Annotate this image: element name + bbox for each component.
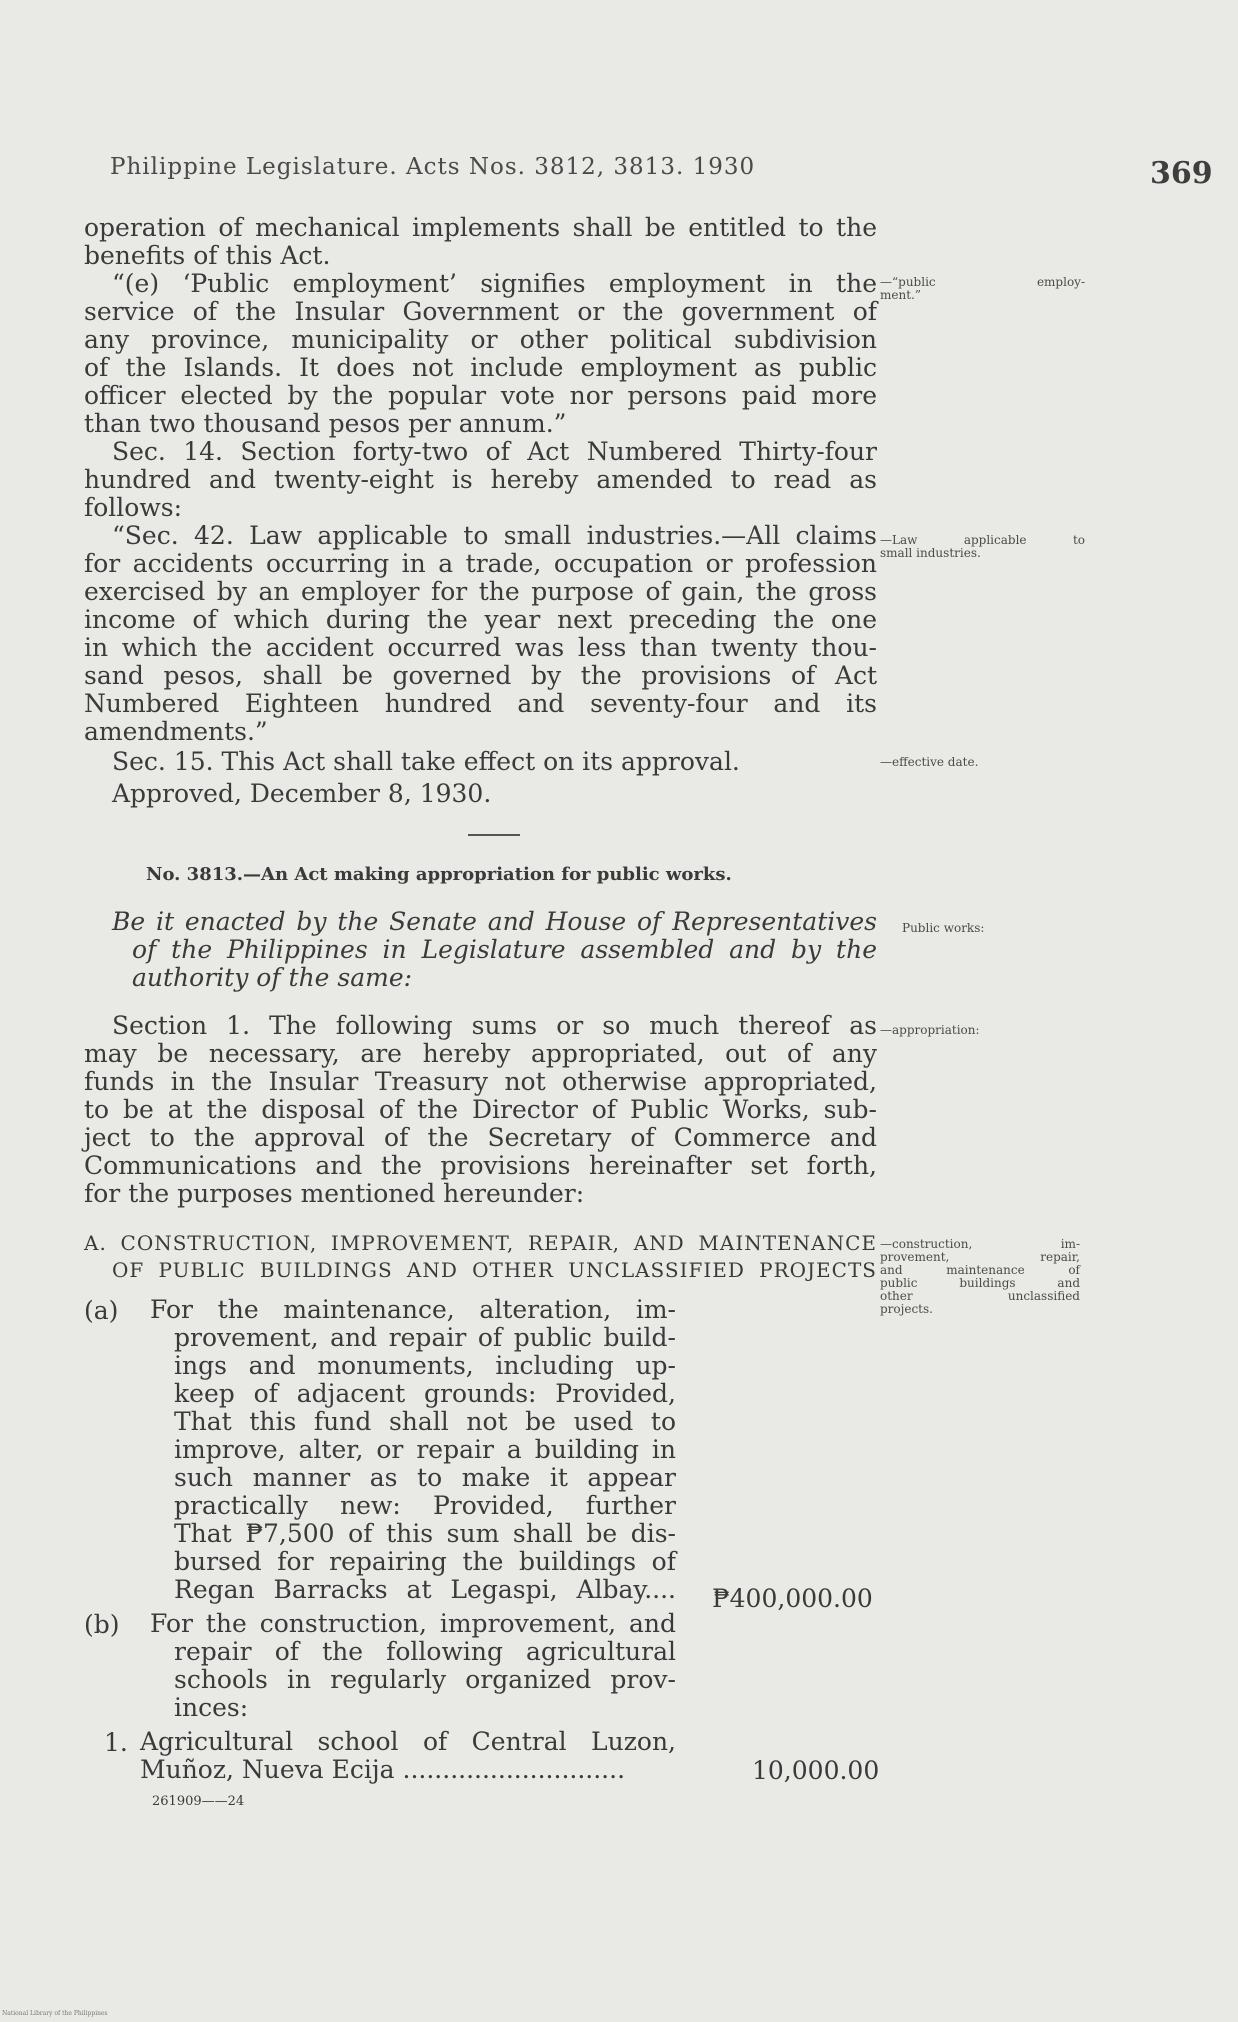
act-title: No. 3813.—An Act making appropriation for public works. <box>146 864 732 885</box>
item-1-amount: 10,000.00 <box>752 1756 880 1785</box>
section-divider <box>468 834 520 836</box>
running-header: Philippine Legislature. Acts Nos. 3812, 3813. 1930 <box>110 154 756 180</box>
text-line: inces: <box>174 1693 249 1722</box>
margin-note-construction <box>880 1238 1080 1316</box>
scan-credit: National Library of the Philippines <box>2 2010 108 2017</box>
text-line: “Sec. 42. Law applicable to small industries.—All claims <box>112 521 877 550</box>
item-a <box>150 1296 676 1604</box>
margin-note-effective-date: —effective date. <box>880 755 979 769</box>
text-line: for accidents occurring in a trade, occupation or profession <box>84 549 877 578</box>
text-line: Section 1. The following sums or so much thereof as <box>112 1011 877 1040</box>
text-line: operation of mechanical implements shall be entitled to the <box>84 213 877 242</box>
text-line: schools in regularly organized prov- <box>174 1665 676 1694</box>
text-line: —“public employ- <box>880 275 1085 289</box>
text-line: —construction, im- <box>880 1237 1080 1251</box>
text-line: That this fund shall not be used to <box>174 1407 676 1436</box>
text-line: Agricultural school of Central Luzon, <box>140 1727 676 1756</box>
item-1-label: 1. <box>104 1728 128 1757</box>
text-line: funds in the Insular Treasury not otherwise appropriated, <box>84 1067 877 1096</box>
text-line: exercised by an employer for the purpose of gain, the gross <box>84 577 877 606</box>
page-number: 369 <box>1150 156 1213 191</box>
text-line: any province, municipality or other political subdivision <box>84 325 877 354</box>
text-line: such manner as to make it appear <box>174 1463 676 1492</box>
text-line: improve, alter, or repair a building in <box>174 1435 676 1464</box>
text-line: For the construction, improvement, and <box>150 1609 676 1638</box>
text-line: service of the Insular Government or the government of <box>84 297 877 326</box>
enacting-clause <box>84 908 877 992</box>
text-line: Sec. 14. Section forty-two of Act Numbered Thirty-four <box>112 437 877 466</box>
margin-note-law-applicable <box>880 534 1085 560</box>
item-a-amount: ₱400,000.00 <box>712 1584 873 1613</box>
text-line: of the Islands. It does not include employment as public <box>84 353 877 382</box>
item-1 <box>140 1728 676 1784</box>
text-line: repair of the following agricultural <box>174 1637 676 1666</box>
text-line: officer elected by the popular vote nor persons paid more <box>84 381 877 410</box>
text-line: of the Philippines in Legislature assembled and by the <box>132 935 877 964</box>
text-line: OF PUBLIC BUILDINGS AND OTHER UNCLASSIFIED PROJECTS <box>112 1258 877 1282</box>
margin-note-public-employment <box>880 276 1085 302</box>
text-line: benefits of this Act. <box>84 241 331 270</box>
text-line: than two thousand pesos per annum.” <box>84 409 567 438</box>
text-line: bursed for repairing the buildings of <box>174 1547 676 1576</box>
text-line: small industries. <box>880 546 981 560</box>
text-line: Communications and the provisions hereinafter set forth, <box>84 1151 877 1180</box>
text-line: Numbered Eighteen hundred and seventy-four and its <box>84 689 877 718</box>
text-line: for the purposes mentioned hereunder: <box>84 1179 585 1208</box>
item-b <box>150 1610 676 1722</box>
text-line: other unclassified <box>880 1289 1080 1303</box>
text-line: A. CONSTRUCTION, IMPROVEMENT, REPAIR, AND MAINTENANCE <box>84 1231 877 1255</box>
text-line: in which the accident occurred was less than twenty thou- <box>84 633 877 662</box>
text-line: That ₱7,500 of this sum shall be dis- <box>174 1519 676 1548</box>
text-line: public buildings and <box>880 1276 1080 1290</box>
text-line: projects. <box>880 1302 933 1316</box>
approval-line: Approved, December 8, 1930. <box>112 779 492 808</box>
text-line: Be it enacted by the Senate and House of Representatives <box>112 907 877 936</box>
text-line: Muñoz, Nueva Ecija ............................ <box>140 1756 626 1784</box>
text-line: follows: <box>84 493 182 522</box>
item-a-label: (a) <box>84 1296 119 1325</box>
text-line: keep of adjacent grounds: Provided, <box>174 1379 676 1408</box>
text-line: ject to the approval of the Secretary of Commerce and <box>84 1123 877 1152</box>
text-line: provement, and repair of public build- <box>174 1323 676 1352</box>
item-b-label: (b) <box>84 1610 120 1639</box>
text-line: to be at the disposal of the Director of Public Works, sub- <box>84 1095 877 1124</box>
heading-a <box>84 1230 877 1284</box>
text-line: authority of the same: <box>132 963 413 992</box>
text-line: practically new: Provided, further <box>174 1491 676 1520</box>
text-line: “(e) ‘Public employment’ signifies employment in the <box>112 269 877 298</box>
margin-note-public-works: Public works: <box>902 921 985 935</box>
text-line: and maintenance of <box>880 1263 1080 1277</box>
text-line: —Law applicable to <box>880 533 1085 547</box>
text-line: Regan Barracks at Legaspi, Albay.... <box>174 1575 676 1604</box>
text-line: amendments.” <box>84 717 268 746</box>
margin-note-appropriation: —appropriation: <box>880 1023 980 1037</box>
text-line: For the maintenance, alteration, im- <box>150 1295 676 1324</box>
text-line: sand pesos, shall be governed by the provisions of Act <box>84 661 877 690</box>
text-line: may be necessary, are hereby appropriated, out of any <box>84 1039 877 1068</box>
body-top <box>84 214 877 808</box>
text-line: ings and monuments, including up- <box>174 1351 676 1380</box>
text-line: Sec. 15. This Act shall take effect on its approval. <box>112 747 740 776</box>
text-line: provement, repair, <box>880 1250 1080 1264</box>
signature-mark: 261909——24 <box>152 1794 245 1809</box>
text-line: income of which during the year next preceding the one <box>84 605 877 634</box>
section-1 <box>84 1012 877 1208</box>
text-line: ment.” <box>880 288 921 302</box>
text-line: hundred and twenty-eight is hereby amended to read as <box>84 465 877 494</box>
